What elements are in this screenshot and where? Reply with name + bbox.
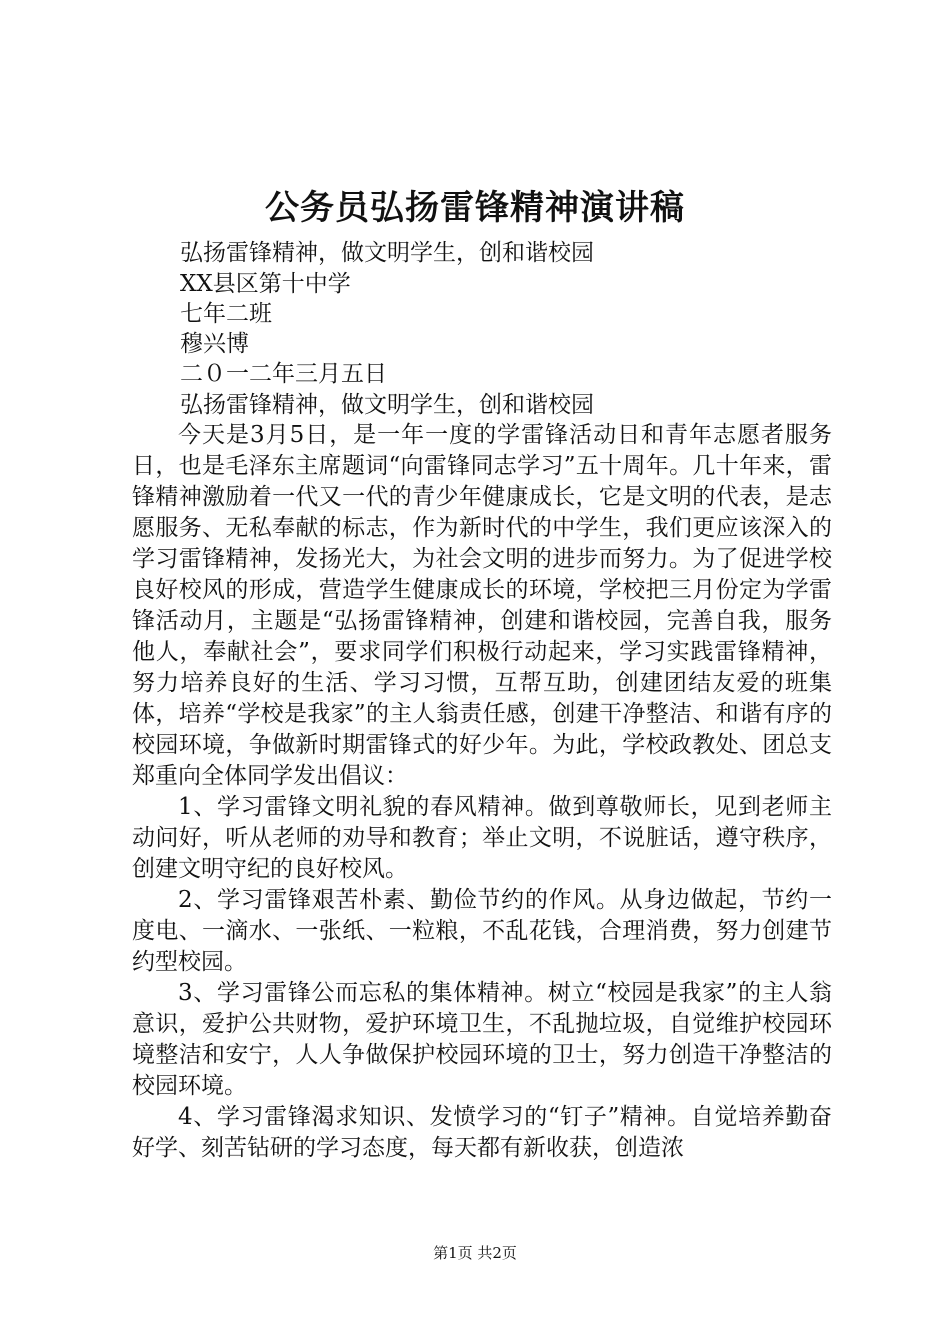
- meta-line-school: XX县区第十中学: [180, 271, 351, 297]
- meta-line-slogan-repeat: 弘扬雷锋精神，做文明学生，创和谐校园: [180, 392, 594, 418]
- meta-line-slogan: 弘扬雷锋精神，做文明学生，创和谐校园: [180, 240, 594, 266]
- paragraph-item-4: 4、学习雷锋渴求知识、发愤学习的“钉子”精神。自觉培养勤奋好学、刻苦钻研的学习态度，每天都有新收获，创造浓: [132, 1104, 832, 1161]
- meta-line-class: 七年二班: [180, 301, 272, 327]
- paragraph-item-1: 1、学习雷锋文明礼貌的春风精神。做到尊敬师长，见到老师主动问好，听从老师的劝导和教育；举止文明，不说脏话，遵守秩序，创建文明守纪的良好校风。: [132, 794, 832, 882]
- meta-line-author: 穆兴博: [180, 331, 249, 357]
- document-body: [132, 420, 832, 1164]
- paragraph-item-2: 2、学习雷锋艰苦朴素、勤俭节约的作风。从身边做起，节约一度电、一滴水、一张纸、一粒粮，不乱花钱，合理消费，努力创建节约型校园。: [132, 887, 832, 975]
- document-title: 公务员弘扬雷锋精神演讲稿: [265, 188, 685, 228]
- meta-line-date: 二０一二年三月五日: [180, 361, 387, 387]
- paragraph-intro: 今天是3月5日，是一年一度的学雷锋活动日和青年志愿者服务日，也是毛泽东主席题词“向雷锋同志学习”五十周年。几十年来，雷锋精神激励着一代又一代的青少年健康成长，它是文明的代表，是志愿服务、无私奉献的标志，作为新时代的中学生，我们更应该深入的学习雷锋精神，发扬光大，为社会文明的进步而努力。为了促进学校良好校风的形成，营造学生健康成长的环境，学校把三月份定为学雷锋活动月，主题是“弘扬雷锋精神，创建和谐校园，完善自我，服务他人，奉献社会”，要求同学们积极行动起来，学习实践雷锋精神，努力培养良好的生活、学习习惯，互帮互助，创建团结友爱的班集体，培养“学校是我家”的主人翁责任感，创建干净整洁、和谐有序的校园环境，争做新时期雷锋式的好少年。为此，学校政教处、团总支郑重向全体同学发出倡议：: [132, 422, 832, 789]
- paragraph-item-3: 3、学习雷锋公而忘私的集体精神。树立“校园是我家”的主人翁意识，爱护公共财物，爱护环境卫生，不乱抛垃圾，自觉维护校园环境整洁和安宁，人人争做保护校园环境的卫士，努力创造干净整洁的校园环境。: [132, 980, 832, 1099]
- page-footer: 第1页 共2页: [433, 1244, 517, 1262]
